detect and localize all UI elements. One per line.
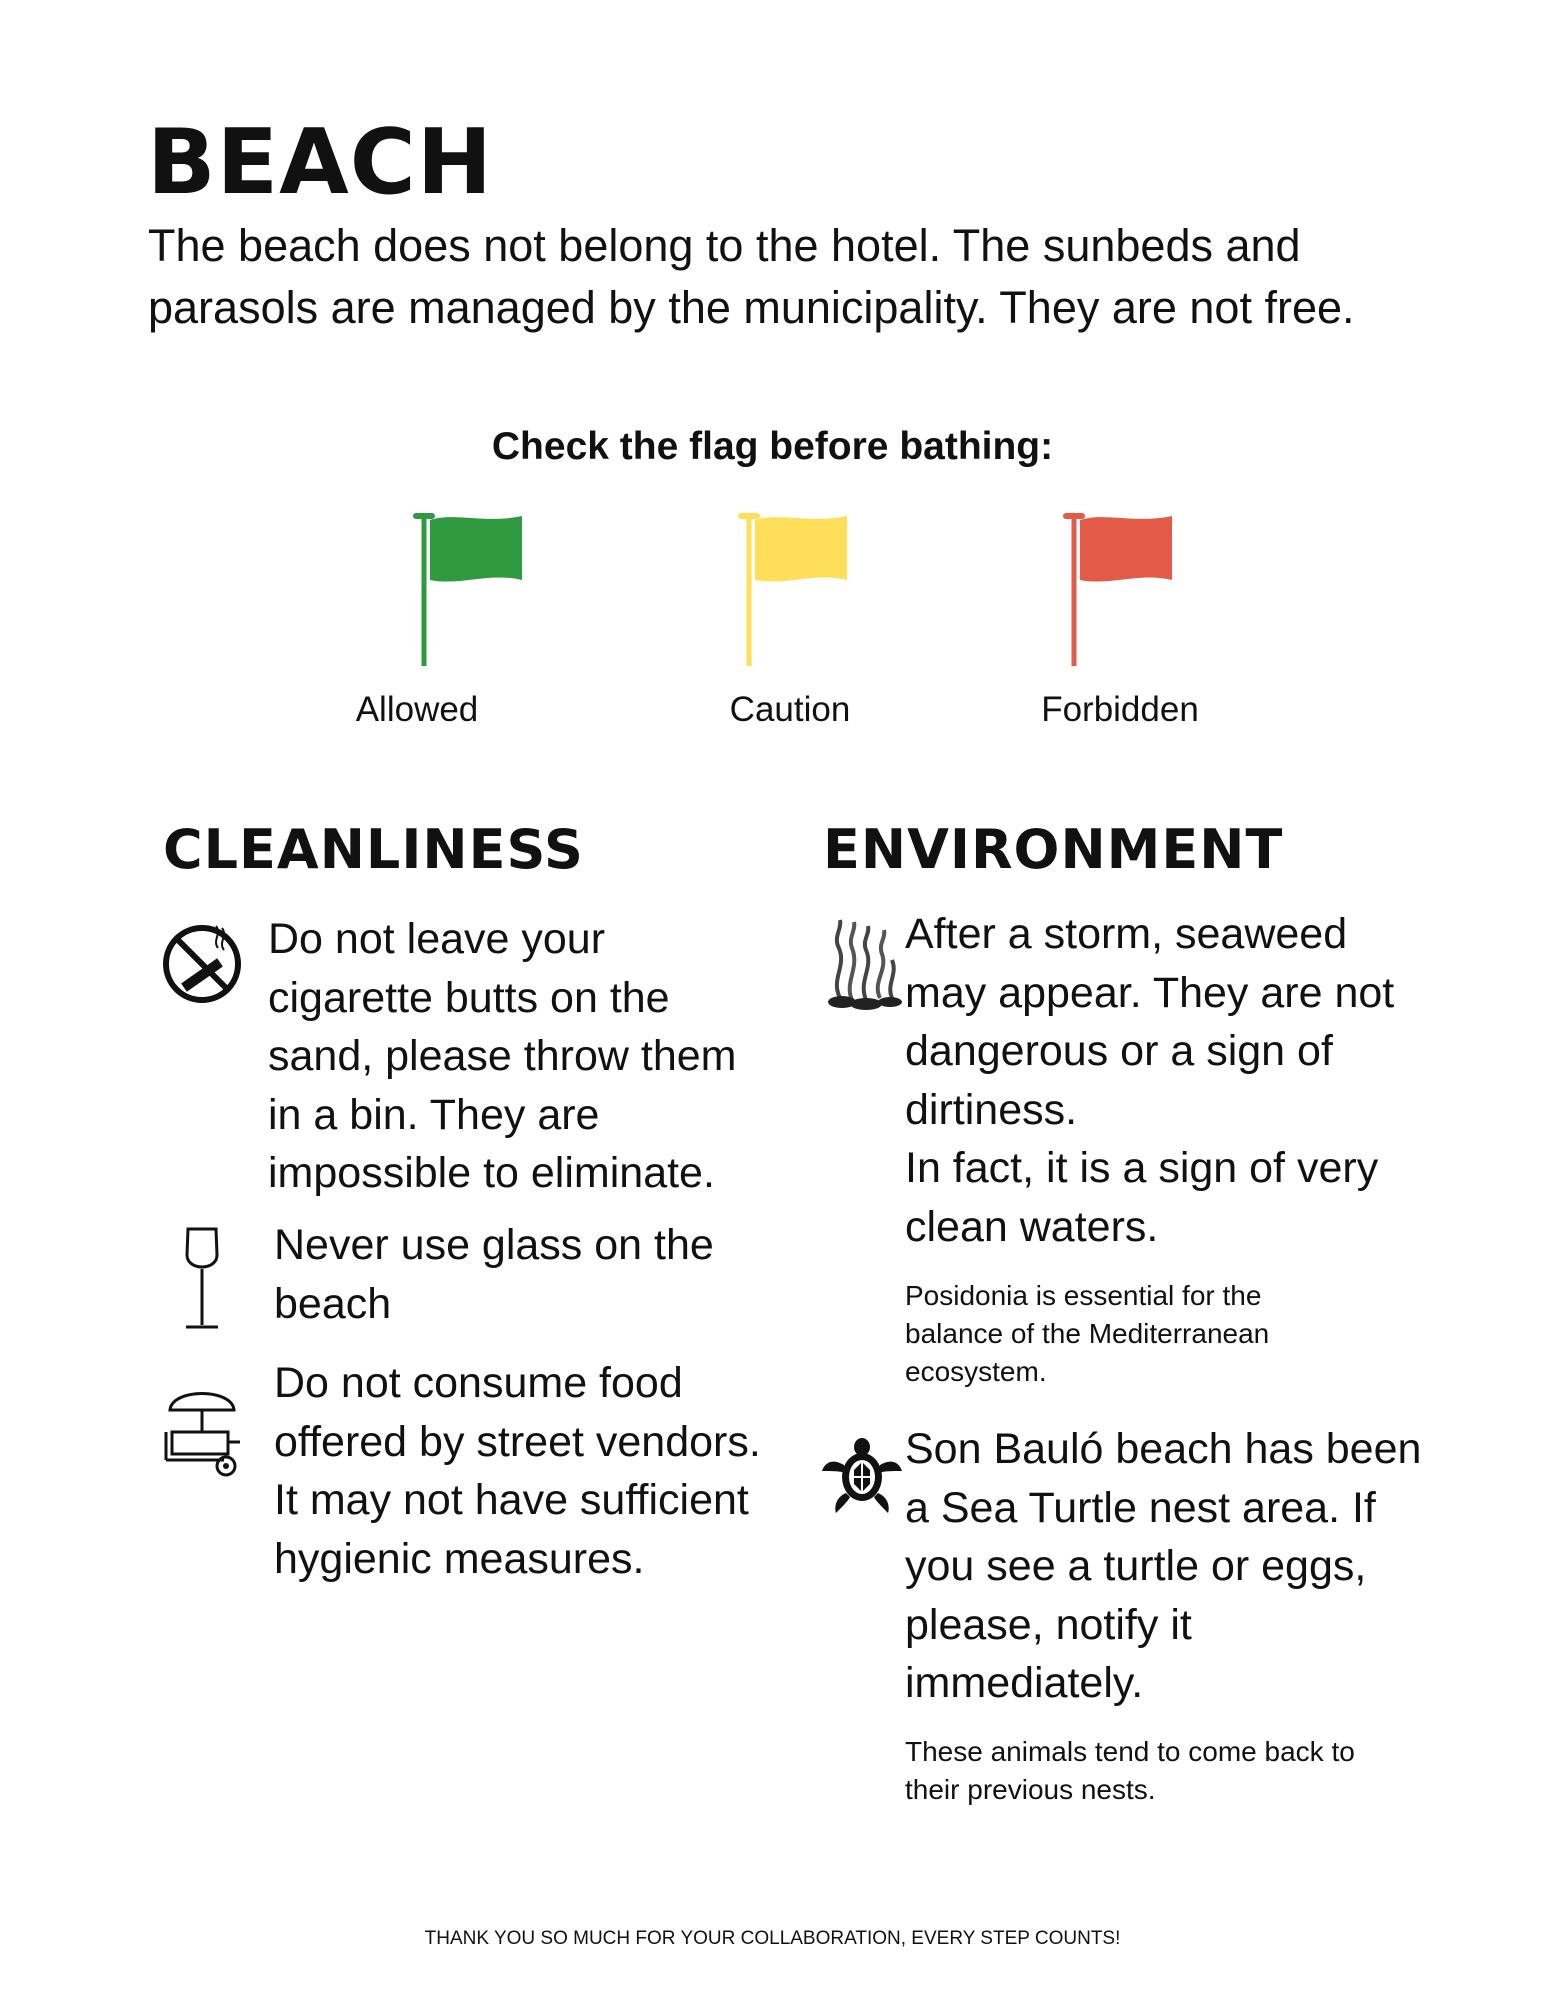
environment-note-posidonia: Posidonia is essential for the balance of the Mediterranean ecosystem. xyxy=(905,1280,1270,1387)
environment-title: ENVIRONMENT xyxy=(823,818,1284,881)
food-cart-icon xyxy=(160,1380,244,1480)
cleanliness-item-cigarettes: Do not leave your cigarette butts on the sand, please throw them in a bin. They are impossible to eliminate. xyxy=(268,915,737,1197)
sea-turtle-icon xyxy=(820,1435,904,1515)
flag-label-forbidden: Forbidden xyxy=(1041,690,1199,729)
seaweed-text: After a storm, seaweed may appear. They are not dangerous or a sign of dirtiness. xyxy=(905,910,1395,1134)
no-smoking-icon xyxy=(160,920,244,1004)
cleanliness-title: CLEANLINESS xyxy=(163,818,584,881)
flag-label-allowed: Allowed xyxy=(355,690,479,729)
cleanliness-item-street-food: Do not consume food offered by street vendors. It may not have sufficient hygienic measures. xyxy=(274,1359,761,1583)
yellow-flag-icon xyxy=(735,510,855,670)
environment-item-turtle: Son Bauló beach has been a Sea Turtle nest area. If you see a turtle or eggs, please, notify it immediately. xyxy=(905,1425,1422,1707)
wine-glass-icon xyxy=(160,1225,244,1335)
cleanliness-item-glass: Never use glass on the beach xyxy=(274,1221,714,1328)
red-flag-icon xyxy=(1060,510,1180,670)
flag-heading: Check the flag before bathing: xyxy=(491,425,1054,468)
page-title: BEACH xyxy=(147,110,494,215)
green-flag-icon xyxy=(410,510,530,670)
intro-paragraph: The beach does not belong to the hotel. The sunbeds and parasols are managed by the municipality. They are not free. xyxy=(148,220,1355,333)
seaweed-text-clean-waters: In fact, it is a sign of very clean waters. xyxy=(905,1144,1379,1251)
flag-label-caution: Caution xyxy=(729,690,851,729)
environment-note-turtle: These animals tend to come back to their previous nests. xyxy=(905,1736,1355,1805)
footer-thanks: THANK YOU SO MUCH FOR YOUR COLLABORATION, EVERY STEP COUNTS! xyxy=(424,1928,1121,1949)
seaweed-icon xyxy=(820,918,904,1010)
environment-item-seaweed xyxy=(905,905,1425,1256)
